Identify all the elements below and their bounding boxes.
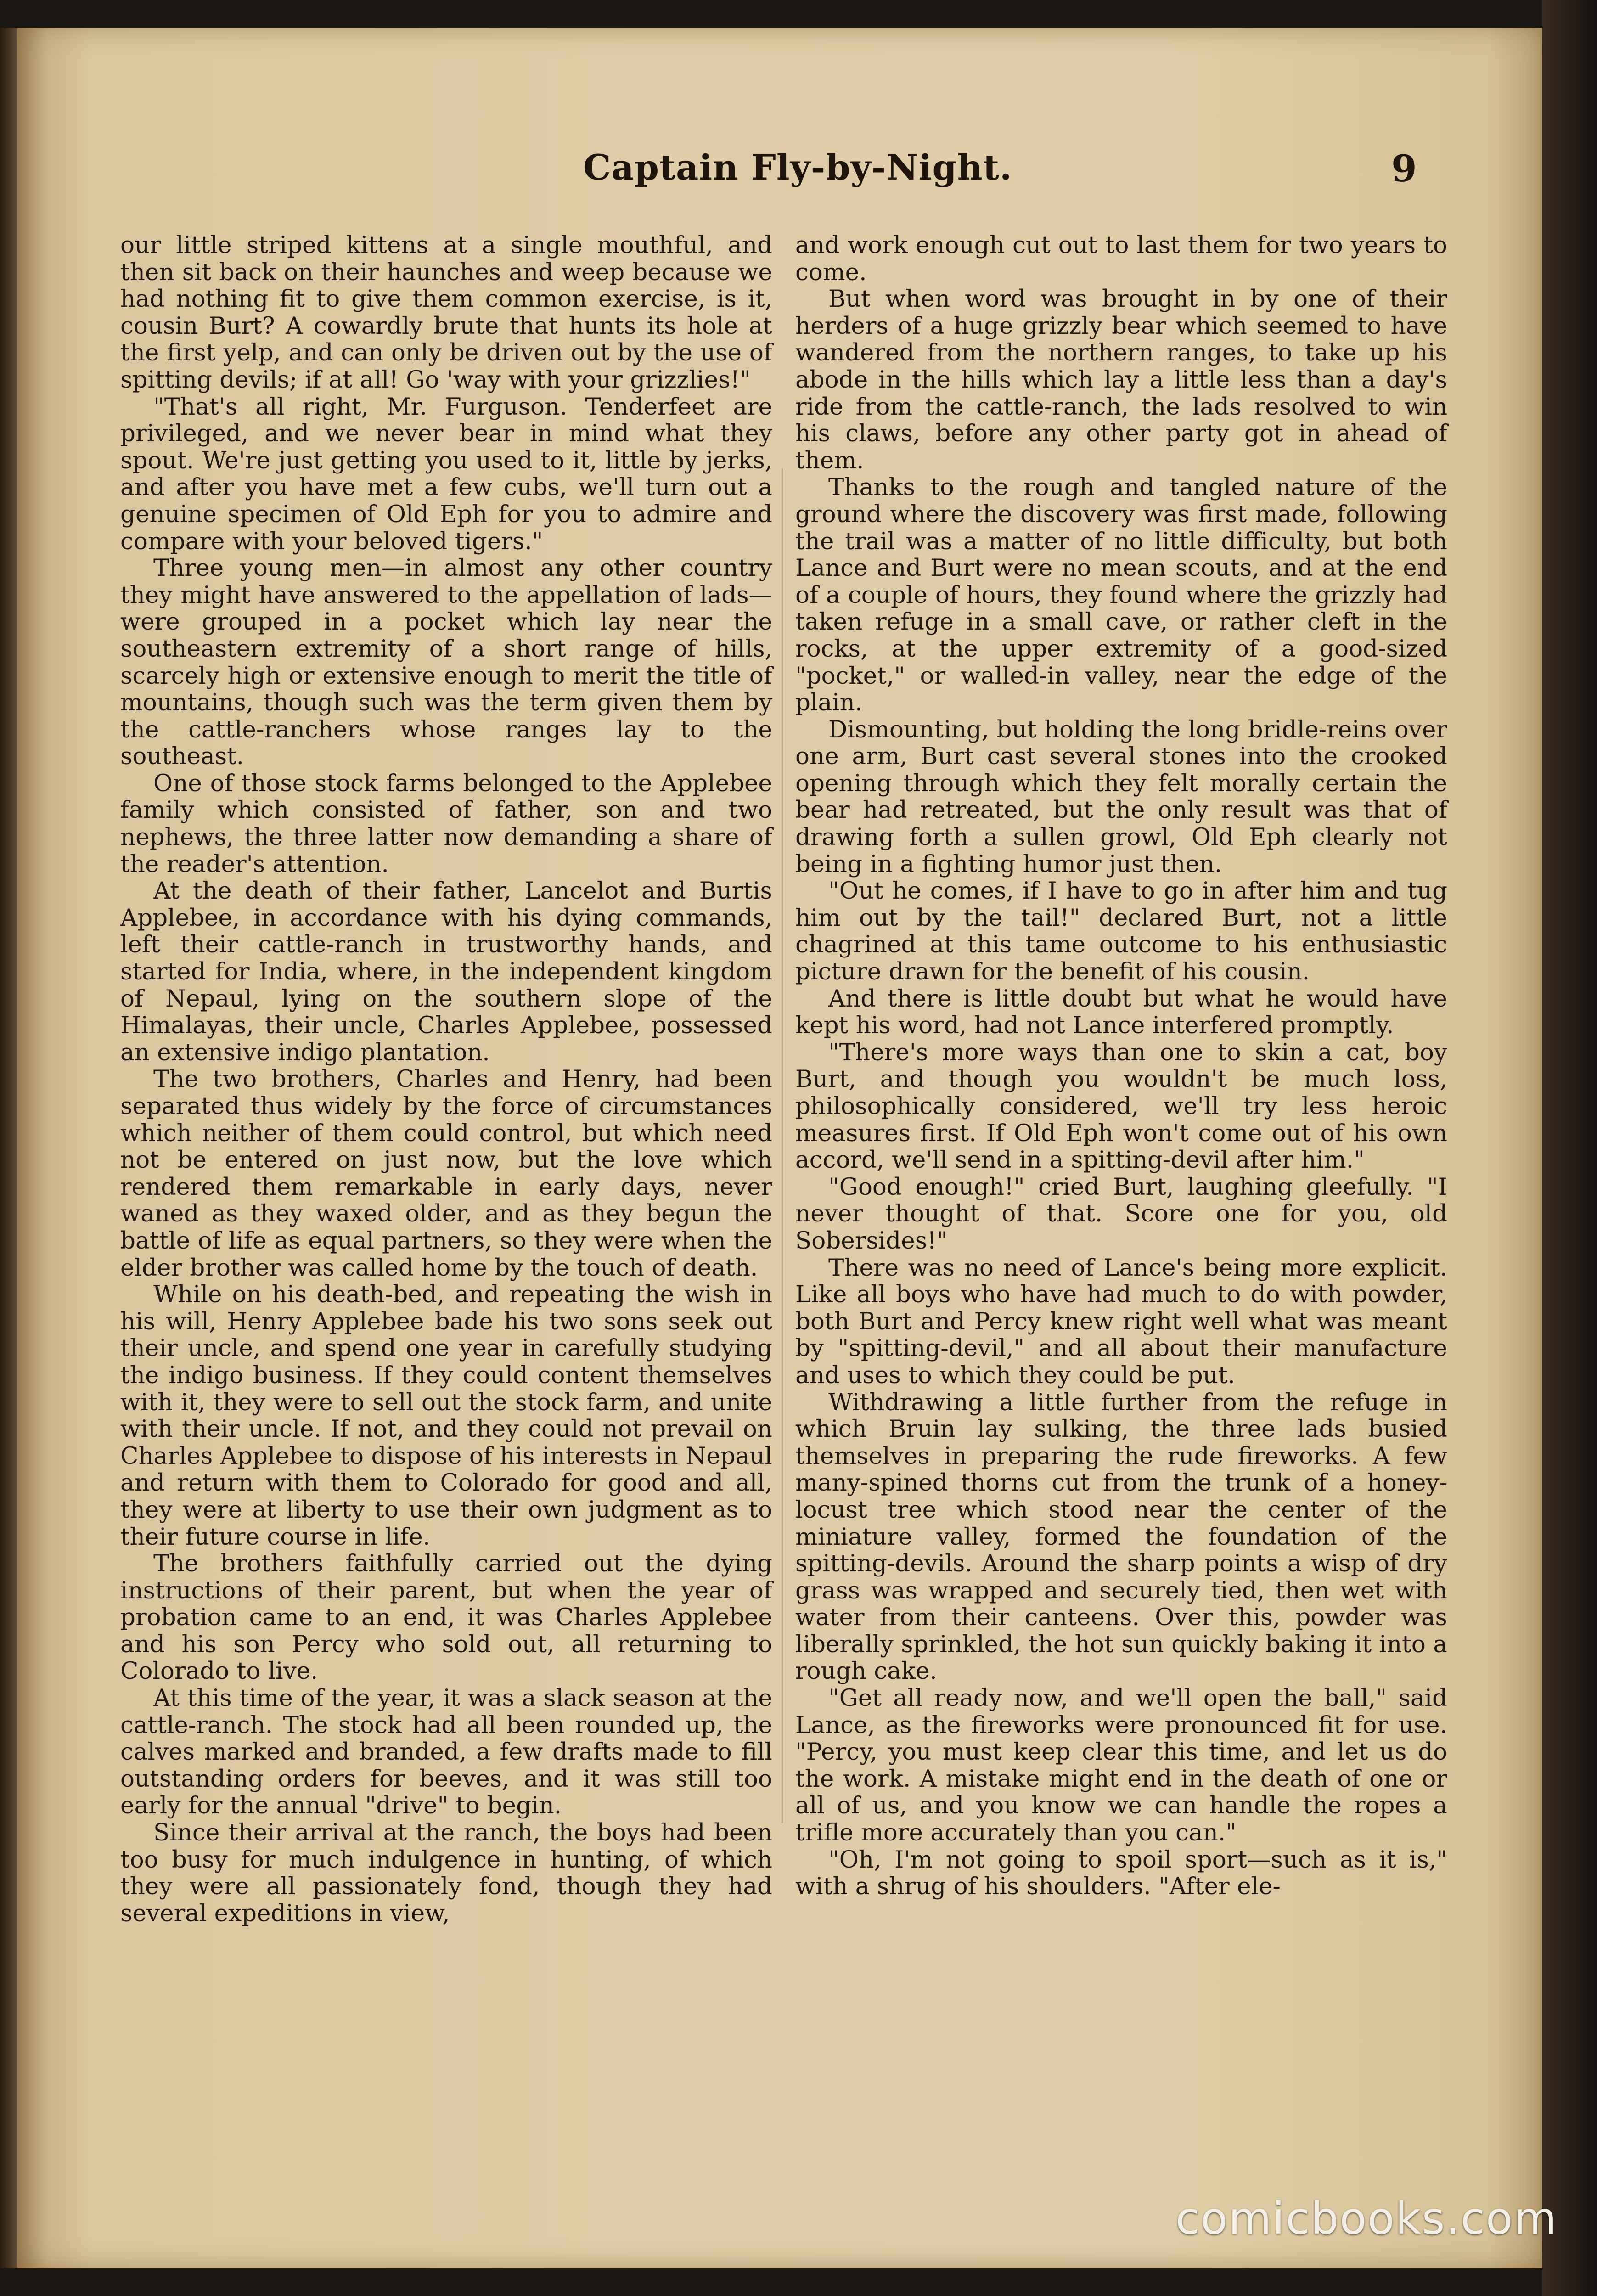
- paragraph: But when word was brought in by one of their herders of a huge grizzly bear which seemed to have wandered from the northern ranges, to take up his abode in the hills which lay a little less than a day's ride from the cattle-ranch, the lads resolved to win his claws, before any other party got in ahead of them.: [795, 285, 1447, 474]
- paragraph: "Good enough!" cried Burt, laughing gleefully. "I never thought of that. Score one for you, old Sobersides!": [795, 1173, 1447, 1255]
- paragraph: One of those stock farms belonged to the Applebee family which consisted of father, son and two nephews, the three latter now demanding a share of the reader's attention.: [120, 769, 772, 878]
- paragraph: our little striped kittens at a single mouthful, and then sit back on their haunches and weep because we had nothing fit to give them common exercise, is it, cousin Burt? A cowardly brute that hunts its hole at the first yelp, and can only be driven out by the use of spitting devils; if at all! Go 'way with your grizzlies!": [120, 231, 772, 394]
- page-number: 9: [1391, 147, 1417, 190]
- paragraph: "There's more ways than one to skin a cat, boy Burt, and though you wouldn't be much loss, philosophically considered, we'll try less heroic measures first. If Old Eph won't come out of his own accord, we'll send in a spitting-devil after him.": [795, 1038, 1447, 1174]
- paragraph: The brothers faithfully carried out the dying instructions of their parent, but when the year of probation came to an end, it was Charles Applebee and his son Percy who sold out, all returning to Colorado to live.: [120, 1550, 772, 1685]
- site-watermark: comicbooks.com: [1175, 2193, 1558, 2244]
- paragraph: At this time of the year, it was a slack season at the cattle-ranch. The stock had all been rounded up, the calves marked and branded, a few drafts made to fill outstanding orders for beeves, and it was still too early for the annual "drive" to begin.: [120, 1684, 772, 1820]
- paragraph: While on his death-bed, and repeating the wish in his will, Henry Applebee bade his two sons seek out their uncle, and spend one year in carefully studying the indigo business. If they could content themselves with it, they were to sell out the stock farm, and unite with their uncle. If not, and they could not prevail on Charles Applebee to dispose of his interests in Nepaul and return with them to Colorado for good and all, they were at liberty to use their own judgment as to their future course in life.: [120, 1281, 772, 1551]
- left-column: [120, 232, 772, 2161]
- paragraph: "Out he comes, if I have to go in after him and tug him out by the tail!" declared Burt, not a little chagrined at this tame outcome to his enthusiastic picture drawn for the benefit of his cousin.: [795, 877, 1447, 986]
- paragraph: There was no need of Lance's being more explicit. Like all boys who have had much to do with powder, both Burt and Percy knew right well what was meant by "spitting-devil," and all about their manufacture and uses to which they could be put.: [795, 1254, 1447, 1389]
- paragraph: and work enough cut out to last them for two years to come.: [795, 231, 1447, 286]
- running-title: Captain Fly-by-Night.: [583, 147, 1012, 188]
- paragraph: "That's all right, Mr. Furguson. Tenderfeet are privileged, and we never bear in mind what they spout. We're just getting you used to it, little by jerks, and after you have met a few cubs, we'll turn out a genuine specimen of Old Eph for you to admire and compare with your beloved tigers.": [120, 393, 772, 555]
- paragraph: Since their arrival at the ranch, the boys had been too busy for much indulgence in hunting, of which they were all passionately fond, though they had several expeditions in view,: [120, 1819, 772, 1927]
- paragraph: And there is little doubt but what he would have kept his word, had not Lance interfered promptly.: [795, 985, 1447, 1040]
- book-edge-right: [1542, 0, 1597, 2296]
- column-rule: [782, 468, 783, 1823]
- paragraph: "Get all ready now, and we'll open the ball," said Lance, as the fireworks were pronounced fit for use. "Percy, you must keep clear this time, and let us do the work. A mistake might end in the death of one or all of us, and you know we can handle the ropes a trifle more accurately than you can.": [795, 1684, 1447, 1847]
- paragraph: Withdrawing a little further from the refuge in which Bruin lay sulking, the three lads busied themselves in preparing the rude fireworks. A few many-spined thorns cut from the trunk of a honey-locust tree which stood near the center of the miniature valley, formed the foundation of the spitting-devils. Around the sharp points a wisp of dry grass was wrapped and securely tied, then wet with water from their canteens. Over this, powder was liberally sprinkled, the hot sun quickly baking it into a rough cake.: [795, 1388, 1447, 1685]
- paragraph: Three young men—in almost any other country they might have answered to the appellation of lads—were grouped in a pocket which lay near the southeastern extremity of a short range of hills, scarcely high or extensive enough to merit the title of mountains, though such was the term given them by the cattle-ranchers whose ranges lay to the southeast.: [120, 554, 772, 771]
- paragraph: "Oh, I'm not going to spoil sport—such as it is," with a shrug of his shoulders. "After ele-: [795, 1846, 1447, 1901]
- paragraph: Thanks to the rough and tangled nature of the ground where the discovery was first made, following the trail was a matter of no little difficulty, but both Lance and Burt were no mean scouts, and at the end of a couple of hours, they found where the grizzly had taken refuge in a small cave, or rather cleft in the rocks, at the upper extremity of a good-sized "pocket," or walled-in valley, near the edge of the plain.: [795, 473, 1447, 717]
- paragraph: The two brothers, Charles and Henry, had been separated thus widely by the force of circumstances which neither of them could control, but which need not be entered on just now, but the love which rendered them remarkable in early days, never waned as they waxed older, and as they begun the battle of life as equal partners, so they were when the elder brother was called home by the touch of death.: [120, 1065, 772, 1282]
- paragraph: Dismounting, but holding the long bridle-reins over one arm, Burt cast several stones into the crooked opening through which they felt morally certain the bear had retreated, but the only result was that of drawing forth a sullen growl, Old Eph clearly not being in a fighting humor just then.: [795, 715, 1447, 878]
- paragraph: At the death of their father, Lancelot and Burtis Applebee, in accordance with his dying commands, left their cattle-ranch in trustworthy hands, and started for India, where, in the independent kingdom of Nepaul, lying on the southern slope of the Himalayas, their uncle, Charles Applebee, possessed an extensive indigo plantation.: [120, 877, 772, 1066]
- right-column: [795, 232, 1447, 2161]
